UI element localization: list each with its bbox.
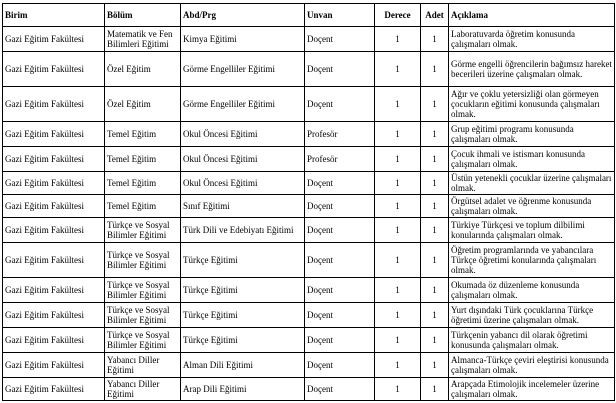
cell-derece: 1 xyxy=(375,122,421,147)
cell-aciklama: Ağır ve çoklu yetersizliği olan görmeyen çocukların eğitimi konusunda çalışmaları olmak. xyxy=(449,87,615,122)
cell-aciklama: Örgütsel adalet ve öğrenme konusunda çalışmaları olmak. xyxy=(449,195,615,218)
cell-unvan: Doçent xyxy=(305,303,375,328)
cell-unvan: Doçent xyxy=(305,378,375,401)
table-row xyxy=(3,378,615,401)
cell-aciklama: Türkçenin yabancı dil olarak öğretimi konusunda çalışmaları olmak. xyxy=(449,328,615,353)
cell-adet: 1 xyxy=(421,147,449,172)
header-unvan: Unvan xyxy=(305,4,375,27)
cell-aciklama: Görme engelli öğrencilerin bağımsız hareket becerileri üzerine çalışmaları olmak. xyxy=(449,52,615,87)
cell-derece: 1 xyxy=(375,195,421,218)
cell-abd: Görme Engelliler Eğitimi xyxy=(181,52,305,87)
table-row xyxy=(3,27,615,52)
header-birim: Birim xyxy=(3,4,105,27)
cell-birim: Gazi Eğitim Fakültesi xyxy=(3,27,105,52)
cell-bolum: Matematik ve Fen Bilimleri Eğitimi xyxy=(105,27,181,52)
cell-adet: 1 xyxy=(421,278,449,303)
table-row xyxy=(3,278,615,303)
cell-bolum: Yabancı Diller Eğitimi xyxy=(105,353,181,378)
cell-derece: 1 xyxy=(375,218,421,243)
cell-adet: 1 xyxy=(421,87,449,122)
cell-birim: Gazi Eğitim Fakültesi xyxy=(3,278,105,303)
cell-derece: 1 xyxy=(375,303,421,328)
cell-abd: Türkçe Eğitimi xyxy=(181,328,305,353)
cell-bolum: Temel Eğitim xyxy=(105,122,181,147)
cell-adet: 1 xyxy=(421,52,449,87)
cell-bolum: Türkçe ve Sosyal Bilimler Eğitimi xyxy=(105,278,181,303)
cell-derece: 1 xyxy=(375,328,421,353)
cell-aciklama: Almanca-Türkçe çeviri eleştirisi konusunda çalışmaları olmak. xyxy=(449,353,615,378)
cell-birim: Gazi Eğitim Fakültesi xyxy=(3,122,105,147)
header-bolum: Bölüm xyxy=(105,4,181,27)
cell-bolum: Türkçe ve Sosyal Bilimler Eğitimi xyxy=(105,218,181,243)
cell-unvan: Doçent xyxy=(305,87,375,122)
cell-unvan: Doçent xyxy=(305,218,375,243)
table-row xyxy=(3,195,615,218)
cell-birim: Gazi Eğitim Fakültesi xyxy=(3,328,105,353)
cell-unvan: Doçent xyxy=(305,27,375,52)
table-row xyxy=(3,122,615,147)
header-row xyxy=(3,4,615,27)
cell-abd: Sınıf Eğitimi xyxy=(181,195,305,218)
cell-birim: Gazi Eğitim Fakültesi xyxy=(3,303,105,328)
cell-adet: 1 xyxy=(421,218,449,243)
cell-abd: Türkçe Eğitimi xyxy=(181,303,305,328)
cell-derece: 1 xyxy=(375,147,421,172)
cell-derece: 1 xyxy=(375,278,421,303)
table-row xyxy=(3,303,615,328)
cell-unvan: Profesör xyxy=(305,122,375,147)
cell-unvan: Doçent xyxy=(305,52,375,87)
cell-adet: 1 xyxy=(421,303,449,328)
cell-abd: Türkçe Eğitimi xyxy=(181,278,305,303)
cell-adet: 1 xyxy=(421,328,449,353)
table-row xyxy=(3,172,615,195)
cell-birim: Gazi Eğitim Fakültesi xyxy=(3,378,105,401)
cell-abd: Okul Öncesi Eğitimi xyxy=(181,147,305,172)
cell-abd: Görme Engelliler Eğitimi xyxy=(181,87,305,122)
cell-derece: 1 xyxy=(375,172,421,195)
cell-aciklama: Arapçada Etimolojik incelemeler üzerine çalışmaları olmak. xyxy=(449,378,615,401)
cell-abd: Türk Dili ve Edebiyatı Eğitimi xyxy=(181,218,305,243)
cell-derece: 1 xyxy=(375,378,421,401)
cell-adet: 1 xyxy=(421,122,449,147)
header-adet: Adet xyxy=(421,4,449,27)
cell-aciklama: Türkiye Türkçesi ve toplum dilbilimi konularında çalışmaları olmak. xyxy=(449,218,615,243)
cell-unvan: Doçent xyxy=(305,195,375,218)
cell-bolum: Yabancı Diller Eğitimi xyxy=(105,378,181,401)
cell-bolum: Türkçe ve Sosyal Bilimler Eğitimi xyxy=(105,328,181,353)
cell-adet: 1 xyxy=(421,172,449,195)
cell-birim: Gazi Eğitim Fakültesi xyxy=(3,147,105,172)
table-row xyxy=(3,147,615,172)
cell-unvan: Doçent xyxy=(305,278,375,303)
cell-derece: 1 xyxy=(375,87,421,122)
cell-birim: Gazi Eğitim Fakültesi xyxy=(3,218,105,243)
cell-derece: 1 xyxy=(375,243,421,278)
cell-bolum: Temel Eğitim xyxy=(105,172,181,195)
cell-aciklama: Grup eğitimi programı konusunda çalışmaları olmak. xyxy=(449,122,615,147)
table-row xyxy=(3,87,615,122)
cell-birim: Gazi Eğitim Fakültesi xyxy=(3,243,105,278)
header-abd: Abd/Prg xyxy=(181,4,305,27)
cell-aciklama: Yurt dışındaki Türk çocuklarına Türkçe öğretimi üzerine çalışmaları olmak. xyxy=(449,303,615,328)
table-row xyxy=(3,243,615,278)
cell-birim: Gazi Eğitim Fakültesi xyxy=(3,172,105,195)
cell-abd: Okul Öncesi Eğitimi xyxy=(181,172,305,195)
cell-adet: 1 xyxy=(421,353,449,378)
cell-bolum: Özel Eğitim xyxy=(105,52,181,87)
cell-derece: 1 xyxy=(375,52,421,87)
cell-abd: Kimya Eğitimi xyxy=(181,27,305,52)
cell-derece: 1 xyxy=(375,27,421,52)
cell-abd: Türkçe Eğitimi xyxy=(181,243,305,278)
header-derece: Derece xyxy=(375,4,421,27)
cell-birim: Gazi Eğitim Fakültesi xyxy=(3,353,105,378)
cell-aciklama: Öğretim programlarında ve yabancılara Türkçe öğretimi konularında çalışmaları olmak. xyxy=(449,243,615,278)
cell-unvan: Doçent xyxy=(305,353,375,378)
cell-adet: 1 xyxy=(421,195,449,218)
cell-abd: Arap Dili Eğitimi xyxy=(181,378,305,401)
cell-birim: Gazi Eğitim Fakültesi xyxy=(3,52,105,87)
cell-birim: Gazi Eğitim Fakültesi xyxy=(3,195,105,218)
table-row xyxy=(3,328,615,353)
cell-bolum: Temel Eğitim xyxy=(105,195,181,218)
table-row xyxy=(3,218,615,243)
table-row xyxy=(3,52,615,87)
cell-aciklama: Üstün yetenekli çocuklar üzerine çalışmaları olmak. xyxy=(449,172,615,195)
cell-aciklama: Okumada öz düzenleme konusunda çalışmaları olmak. xyxy=(449,278,615,303)
cell-unvan: Profesör xyxy=(305,147,375,172)
cell-adet: 1 xyxy=(421,378,449,401)
cell-bolum: Türkçe ve Sosyal Bilimler Eğitimi xyxy=(105,303,181,328)
cell-birim: Gazi Eğitim Fakültesi xyxy=(3,87,105,122)
cell-aciklama: Çocuk ihmali ve istismarı konusunda çalışmaları olmak. xyxy=(449,147,615,172)
cell-bolum: Temel Eğitim xyxy=(105,147,181,172)
positions-table xyxy=(2,3,615,401)
cell-bolum: Özel Eğitim xyxy=(105,87,181,122)
cell-abd: Alman Dili Eğitimi xyxy=(181,353,305,378)
cell-adet: 1 xyxy=(421,27,449,52)
header-aciklama: Açıklama xyxy=(449,4,615,27)
cell-derece: 1 xyxy=(375,353,421,378)
cell-bolum: Türkçe ve Sosyal Bilimler Eğitimi xyxy=(105,243,181,278)
cell-aciklama: Laboratuvarda öğretim konusunda çalışmaları olmak. xyxy=(449,27,615,52)
table-row xyxy=(3,353,615,378)
cell-abd: Okul Öncesi Eğitimi xyxy=(181,122,305,147)
cell-adet: 1 xyxy=(421,243,449,278)
cell-unvan: Doçent xyxy=(305,328,375,353)
cell-unvan: Doçent xyxy=(305,243,375,278)
cell-unvan: Doçent xyxy=(305,172,375,195)
